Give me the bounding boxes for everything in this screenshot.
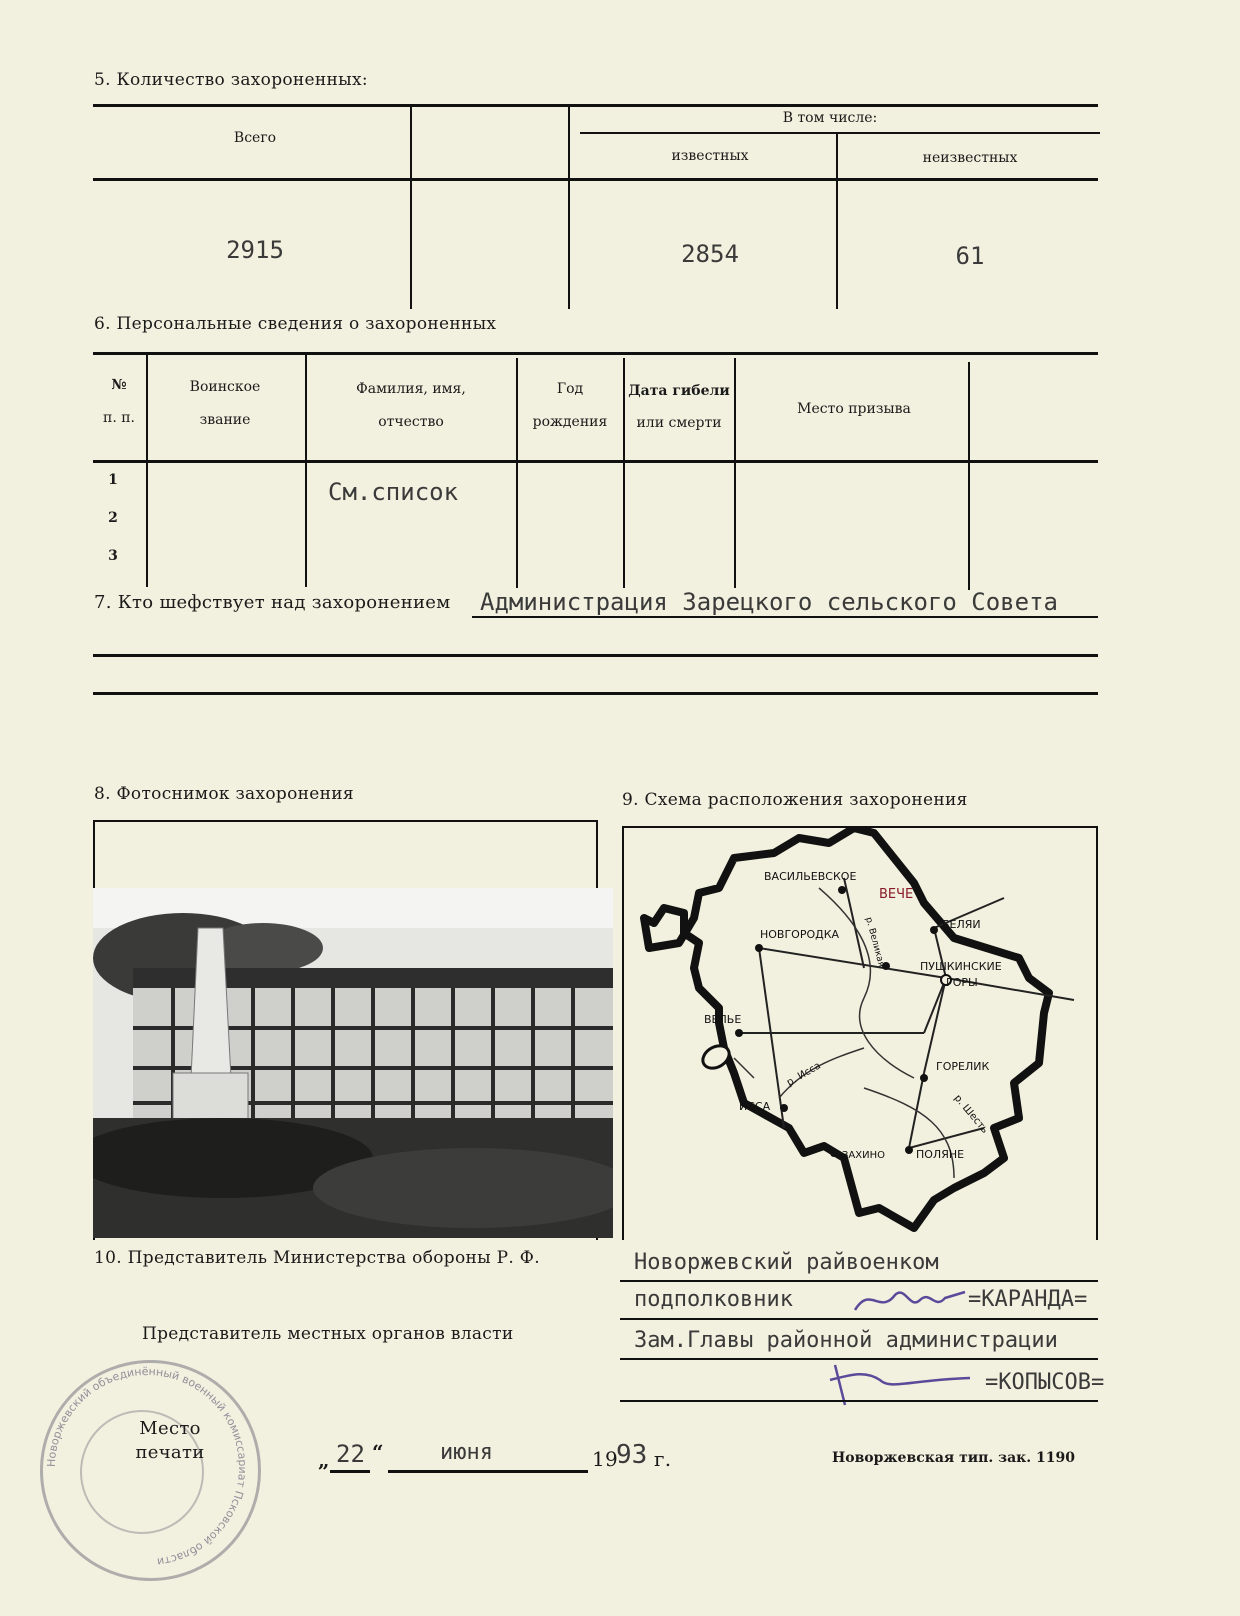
section8-title: 8. Фотоснимок захоронения: [94, 784, 354, 804]
table6-vline-3: [516, 358, 518, 588]
hdr-year-a: Год: [556, 381, 584, 397]
table6-vline-6: [968, 362, 970, 590]
section5-title: 5. Количество захороненных:: [94, 70, 368, 90]
section7-line-2: [93, 654, 1098, 657]
burial-photo: [93, 888, 613, 1238]
section7-title: 7. Кто шефствует над захоронением: [94, 592, 451, 613]
label-veche: ВЕЧЕ: [879, 887, 914, 902]
label-pushkinskie: ПУШКИНСКИЕ: [920, 960, 1002, 973]
map-right-rule: [1096, 826, 1098, 1240]
section6-title: 6. Персональные сведения о захороненных: [94, 314, 497, 334]
date-day: 22: [336, 1440, 365, 1468]
label-polyane: ПОЛЯНЕ: [916, 1148, 965, 1161]
date-open-quote: „: [318, 1448, 330, 1472]
label-vasilevskoe: ВАСИЛЬЕВСКОЕ: [764, 870, 857, 883]
label-gorelik: ГОРЕЛИК: [936, 1060, 990, 1073]
total-count: 2915: [226, 236, 284, 264]
hdr-name-a: Фамилия, имя,: [356, 381, 466, 397]
local-name: =КОПЫСОВ=: [985, 1370, 1105, 1395]
label-novgorodka: НОВГОРОДКА: [760, 928, 840, 941]
see-list-note: См.список: [328, 478, 459, 506]
section9-title: 9. Схема расположения захоронения: [622, 790, 968, 810]
label-zakhino: ЗАХИНО: [842, 1150, 885, 1161]
row-num-3: 3: [108, 548, 118, 564]
seal-place-b: печати: [135, 1442, 205, 1463]
label-issa-river: р. Исса: [785, 1060, 823, 1089]
hdr-rank-b: звание: [199, 412, 251, 428]
label-velye: ВЕЛЬЕ: [704, 1013, 742, 1026]
date-year-suffix: 93: [616, 1440, 648, 1470]
col-total-header: Всего: [233, 130, 277, 146]
table5-vline-2: [568, 104, 570, 309]
table5-header-rule: [93, 178, 1098, 181]
local-line-1: Зам.Главы районной администрации: [634, 1328, 1058, 1353]
col-unknown-header: неизвестных: [922, 150, 1018, 166]
seal-ring-text: [40, 1360, 255, 1575]
date-year-prefix: 19: [592, 1447, 619, 1471]
hdr-death-a: Дата гибели: [628, 383, 730, 399]
date-month-line: [388, 1470, 588, 1473]
col-including-header: В том числе:: [782, 110, 878, 126]
label-issa: ИССА: [739, 1100, 771, 1113]
hdr-rank-a: Воинское: [189, 379, 261, 395]
hdr-name-b: отчество: [378, 414, 444, 430]
patron-value: Администрация Зарецкого сельского Совета: [480, 588, 1058, 616]
row-num-1: 1: [108, 472, 118, 488]
table5-vline-1: [410, 104, 412, 309]
table6-vline-5: [734, 358, 736, 588]
location-map: [624, 828, 1094, 1238]
label-belyai: БЕЛЯИ: [942, 918, 981, 931]
seal-ring-text-path: Новоржевский объединённый военный комиссариат Псковской области: [44, 1364, 250, 1569]
section7-line-1: [472, 616, 1098, 618]
section10-title: 10. Представитель Министерства обороны Р. Ф.: [94, 1248, 540, 1268]
row-num-2: 2: [108, 510, 118, 526]
table6-vline-1: [146, 352, 148, 587]
sign-line-4: [620, 1400, 1098, 1402]
photo-top-rule: [93, 820, 598, 822]
svg-text:Новоржевский объединённый воен: [45, 1365, 249, 1569]
seal-place-a: Место: [139, 1418, 201, 1439]
date-close-quote: “: [372, 1440, 384, 1464]
hdr-year-b: рождения: [532, 414, 608, 430]
including-rule: [580, 132, 1100, 134]
hdr-num-a: №: [111, 377, 127, 393]
date-month: июня: [440, 1440, 493, 1465]
section7-line-3: [93, 692, 1098, 695]
known-count: 2854: [681, 240, 739, 268]
mo-line-1: Новоржевский райвоенком: [634, 1250, 939, 1275]
unknown-count: 61: [955, 242, 985, 270]
table6-top-rule: [93, 352, 1098, 355]
table6-vline-2: [305, 352, 307, 587]
hdr-num-b: п. п.: [102, 410, 135, 426]
sign-line-2: [620, 1318, 1098, 1320]
burial-photo-image: [93, 888, 613, 1238]
table5-vline-3: [836, 134, 838, 309]
col-known-header: известных: [671, 148, 749, 164]
printer-info: Новоржевская тип. зак. 1190: [832, 1450, 1075, 1466]
label-shest: р. Шесть: [951, 1092, 991, 1136]
label-gory: ГОРЫ: [946, 976, 978, 989]
hdr-death-b: или смерти: [636, 415, 722, 431]
label-velikaya: р. Великая: [863, 916, 886, 969]
date-year-mark: г.: [654, 1447, 672, 1471]
date-day-line: [330, 1470, 370, 1473]
hdr-place: Место призыва: [797, 401, 911, 417]
mo-name: =КАРАНДА=: [968, 1287, 1088, 1312]
mo-rank: подполковник: [634, 1287, 793, 1312]
table5-top-rule: [93, 104, 1098, 107]
table6-vline-4: [623, 358, 625, 588]
local-title: Представитель местных органов власти: [142, 1324, 514, 1344]
table6-header-rule: [93, 460, 1098, 463]
